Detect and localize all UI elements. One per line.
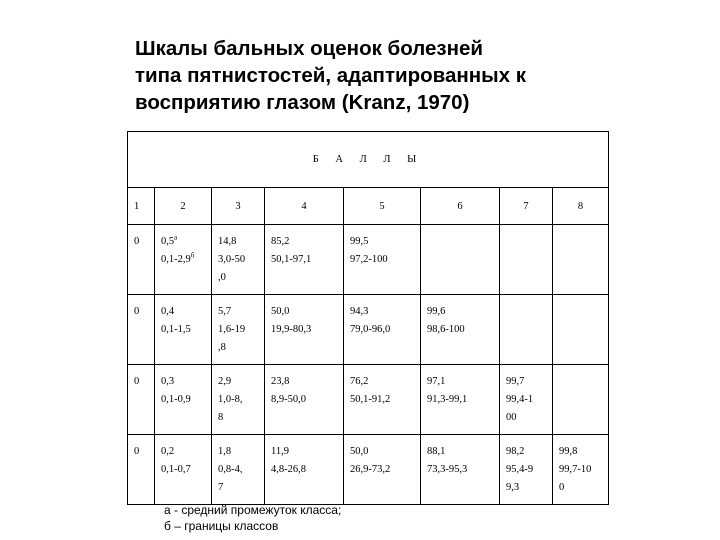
table-cell — [128, 225, 155, 295]
table-cell — [265, 365, 344, 435]
cell-text: 11,9 4,8-26,8 — [271, 446, 306, 475]
table-cell — [128, 435, 155, 505]
title-line-2: типа пятнистостей, адаптированных к — [135, 64, 526, 87]
table-cell — [212, 435, 265, 505]
table-cell — [265, 225, 344, 295]
column-number: 7 — [500, 188, 553, 225]
scores-table — [127, 131, 609, 505]
table-row — [128, 365, 609, 435]
cell-text: 0 — [134, 376, 140, 387]
cell-text — [553, 225, 608, 233]
table-header-row — [128, 132, 609, 188]
column-number: 8 — [553, 188, 609, 225]
column-number: 5 — [344, 188, 421, 225]
page-title — [135, 35, 655, 116]
table-cell — [344, 295, 421, 365]
title-line-1: Шкалы бальных оценок болезней — [135, 37, 483, 60]
table-cell — [500, 295, 553, 365]
column-number: 3 — [212, 188, 265, 225]
cell-text: 0 — [134, 236, 140, 247]
table-cell — [128, 295, 155, 365]
cell-text: 99,5 97,2-100 — [350, 236, 388, 265]
table-header-cell — [128, 132, 609, 188]
cell-text — [500, 295, 552, 303]
table-cell — [155, 295, 212, 365]
footnote-a: а - средний промежуток класса; — [164, 503, 342, 517]
table-header-label: Б А Л Л Ы — [312, 154, 424, 165]
cell-text: 1,8 0,8-4, 7 — [218, 446, 243, 493]
table-cell — [500, 225, 553, 295]
table-cell — [421, 435, 500, 505]
cell-text — [553, 365, 608, 373]
table-cell — [155, 435, 212, 505]
table-cell — [421, 295, 500, 365]
table-cell — [265, 435, 344, 505]
table-cell — [500, 435, 553, 505]
cell-text: 50,0 26,9-73,2 — [350, 446, 391, 475]
mean-value: 0,5 — [161, 236, 175, 247]
cell-text: 0,4 0,1-1,5 — [161, 306, 191, 335]
cell-text: 99,8 99,7-10 0 — [559, 446, 592, 493]
table-cell — [553, 435, 609, 505]
table-row — [128, 225, 609, 295]
table-cell — [155, 365, 212, 435]
column-number: 4 — [265, 188, 344, 225]
table-cell — [212, 295, 265, 365]
cell-text: 98,2 95,4-9 9,3 — [506, 446, 534, 493]
cell-text: 23,8 8,9-50,0 — [271, 376, 306, 405]
table-cell — [421, 225, 500, 295]
table-cell — [155, 225, 212, 295]
footnote-b: б – границы классов — [164, 519, 279, 533]
cell-text: 0 — [134, 306, 140, 317]
cell-text: 99,7 99,4-1 00 — [506, 376, 534, 423]
footnotes — [164, 502, 341, 534]
table-cell — [344, 365, 421, 435]
cell-text: 0,3 0,1-0,9 — [161, 376, 191, 405]
column-number-row — [128, 188, 609, 225]
table-cell — [265, 295, 344, 365]
cell-text: 50,0 19,9-80,3 — [271, 306, 312, 335]
title-line-3: восприятию глазом (Kranz, 1970) — [135, 91, 470, 114]
cell-text: 94,3 79,0-96,0 — [350, 306, 391, 335]
cell-text: 76,2 50,1-91,2 — [350, 376, 391, 405]
cell-text: 14,8 3,0-50 ,0 — [218, 236, 246, 283]
column-number: 2 — [155, 188, 212, 225]
cell-text — [553, 295, 608, 303]
table-cell — [344, 225, 421, 295]
table-cell — [553, 295, 609, 365]
cell-text: 2,9 1,0-8, 8 — [218, 376, 243, 423]
table-cell — [421, 365, 500, 435]
cell-text — [421, 225, 499, 233]
range-value: 0,1-2,9 — [161, 254, 191, 265]
table-cell — [212, 225, 265, 295]
table-row — [128, 435, 609, 505]
column-number: 6 — [421, 188, 500, 225]
cell-text: 0 — [134, 446, 140, 457]
table-cell — [128, 365, 155, 435]
table-cell — [553, 225, 609, 295]
table-cell — [212, 365, 265, 435]
cell-text: 0,2 0,1-0,7 — [161, 446, 191, 475]
footnote-marker-a: а — [174, 233, 178, 242]
column-number: 1 — [128, 188, 155, 225]
cell-text — [155, 225, 211, 269]
table-cell — [500, 365, 553, 435]
cell-text: 99,6 98,6-100 — [427, 306, 465, 335]
table-row — [128, 295, 609, 365]
table-cell — [344, 435, 421, 505]
cell-text — [500, 225, 552, 233]
cell-text: 88,1 73,3-95,3 — [427, 446, 468, 475]
table-cell — [553, 365, 609, 435]
cell-text: 97,1 91,3-99,1 — [427, 376, 468, 405]
footnote-marker-b: б — [190, 251, 195, 260]
cell-text: 85,2 50,1-97,1 — [271, 236, 312, 265]
cell-text: 5,7 1,6-19 ,8 — [218, 306, 246, 353]
